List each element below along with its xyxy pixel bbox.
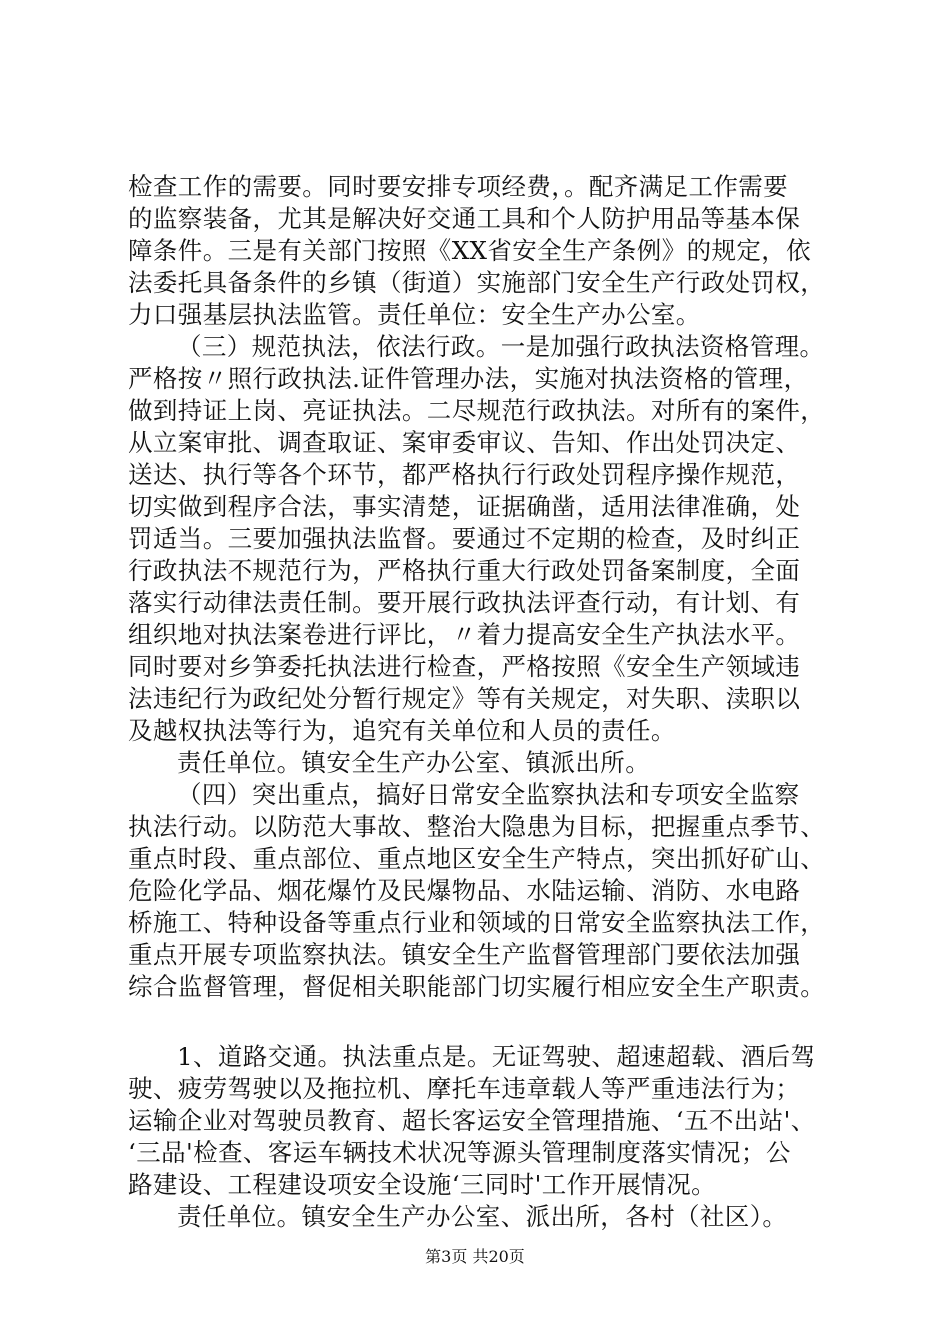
text-line: 严格按〃照行政执法.证件管理办法，实施对执法资格的管理， xyxy=(128,364,809,393)
text-line: 障条件。三是有关部门按照《XX省安全生产条例》的规定，依 xyxy=(128,236,812,265)
responsible-unit-line: 责任单位。镇安全生产办公室、派出所，各村（社区）。 xyxy=(177,1202,788,1231)
text-line: 法委托具备条件的乡镇（街道）实施部门安全生产行政处罚权， xyxy=(128,268,826,297)
text-line: 检查工作的需要。同时要安排专项经费，。配齐满足工作需要 xyxy=(128,172,789,201)
text-line: 落实行动律法责任制。要开展行政执法评查行动，有计划、有 xyxy=(128,588,801,617)
text-line: 运输企业对驾驶员教育、超长客运安全管理措施、‘五不出站'、 xyxy=(128,1106,816,1135)
paragraph-gap xyxy=(128,1003,868,1041)
text-line: 送达、执行等各个环节，都严格执行行政处罚程序操作规范， xyxy=(128,460,801,489)
document-body xyxy=(128,171,868,1233)
text-line: 组织地对执法案卷进行评比，〃着力提高安全生产执法水平。 xyxy=(128,620,801,649)
section-heading-line: （四）突出重点，搞好日常安全监察执法和专项安全监察 xyxy=(177,780,800,809)
text-line: 法违纪行为政纪处分暂行规定》等有关规定，对失职、渎职以 xyxy=(128,684,801,713)
list-item-line: 1、道路交通。执法重点是。无证驾驶、超速超载、酒后驾 xyxy=(177,1042,816,1071)
text-line: 路建设、工程建设项安全设施‘三同时'工作开展情况。 xyxy=(128,1170,717,1199)
section-heading-line: （三）规范执法，依法行政。一是加强行政执法资格管理。 xyxy=(177,332,825,361)
text-line: 的监察装备，尤其是解决好交通工具和个人防护用品等基本保 xyxy=(128,204,801,233)
text-line: 及越权执法等行为，追究有关单位和人员的责任。 xyxy=(128,716,676,745)
text-line: 行政执法不规范行为，严格执行重大行政处罚备案制度，全面 xyxy=(128,556,801,585)
text-line: 危险化学品、烟花爆竹及民爆物品、水陆运输、消防、水电路 xyxy=(128,876,801,905)
text-line: 做到持证上岗、亮证执法。二尽规范行政执法。对所有的案件， xyxy=(128,396,826,425)
text-line: 罚适当。三要加强执法监督。要通过不定期的检查，及时纠正 xyxy=(128,524,801,553)
text-line: ‘三品'检查、客运车辆技术状况等源头管理制度落实情况；公 xyxy=(128,1138,791,1167)
text-line: 同时要对乡笋委托执法进行检查，严格按照《安全生产领域违 xyxy=(128,652,801,681)
text-line: 桥施工、特种设备等重点行业和领域的日常安全监察执法工作， xyxy=(128,908,826,937)
responsible-unit-line: 责任单位。镇安全生产办公室、镇派出所。 xyxy=(177,748,651,777)
text-line: 重点开展专项监察执法。镇安全生产监督管理部门要依法加强 xyxy=(128,940,801,969)
text-line: 重点时段、重点部位、重点地区安全生产特点，突出抓好矿山、 xyxy=(128,844,826,873)
text-line: 驶、疲劳驾驶以及拖拉机、摩托车违章载人等严重违法行为； xyxy=(128,1074,801,1103)
text-line: 切实做到程序合法，事实清楚，证据确凿，适用法律准确，处 xyxy=(128,492,801,521)
text-line: 力口强基层执法监管。责任单位：安全生产办公室。 xyxy=(128,300,701,329)
page-number-footer: 第3页 共20页 xyxy=(425,1247,525,1266)
text-line: 综合监督管理，督促相关职能部门切实履行相应安全生产职责。 xyxy=(128,972,826,1001)
text-line: 从立案审批、调查取证、案审委审议、告知、作出处罚决定、 xyxy=(128,428,801,457)
text-line: 执法行动。以防范大事故、整治大隐患为目标，把握重点季节、 xyxy=(128,812,826,841)
